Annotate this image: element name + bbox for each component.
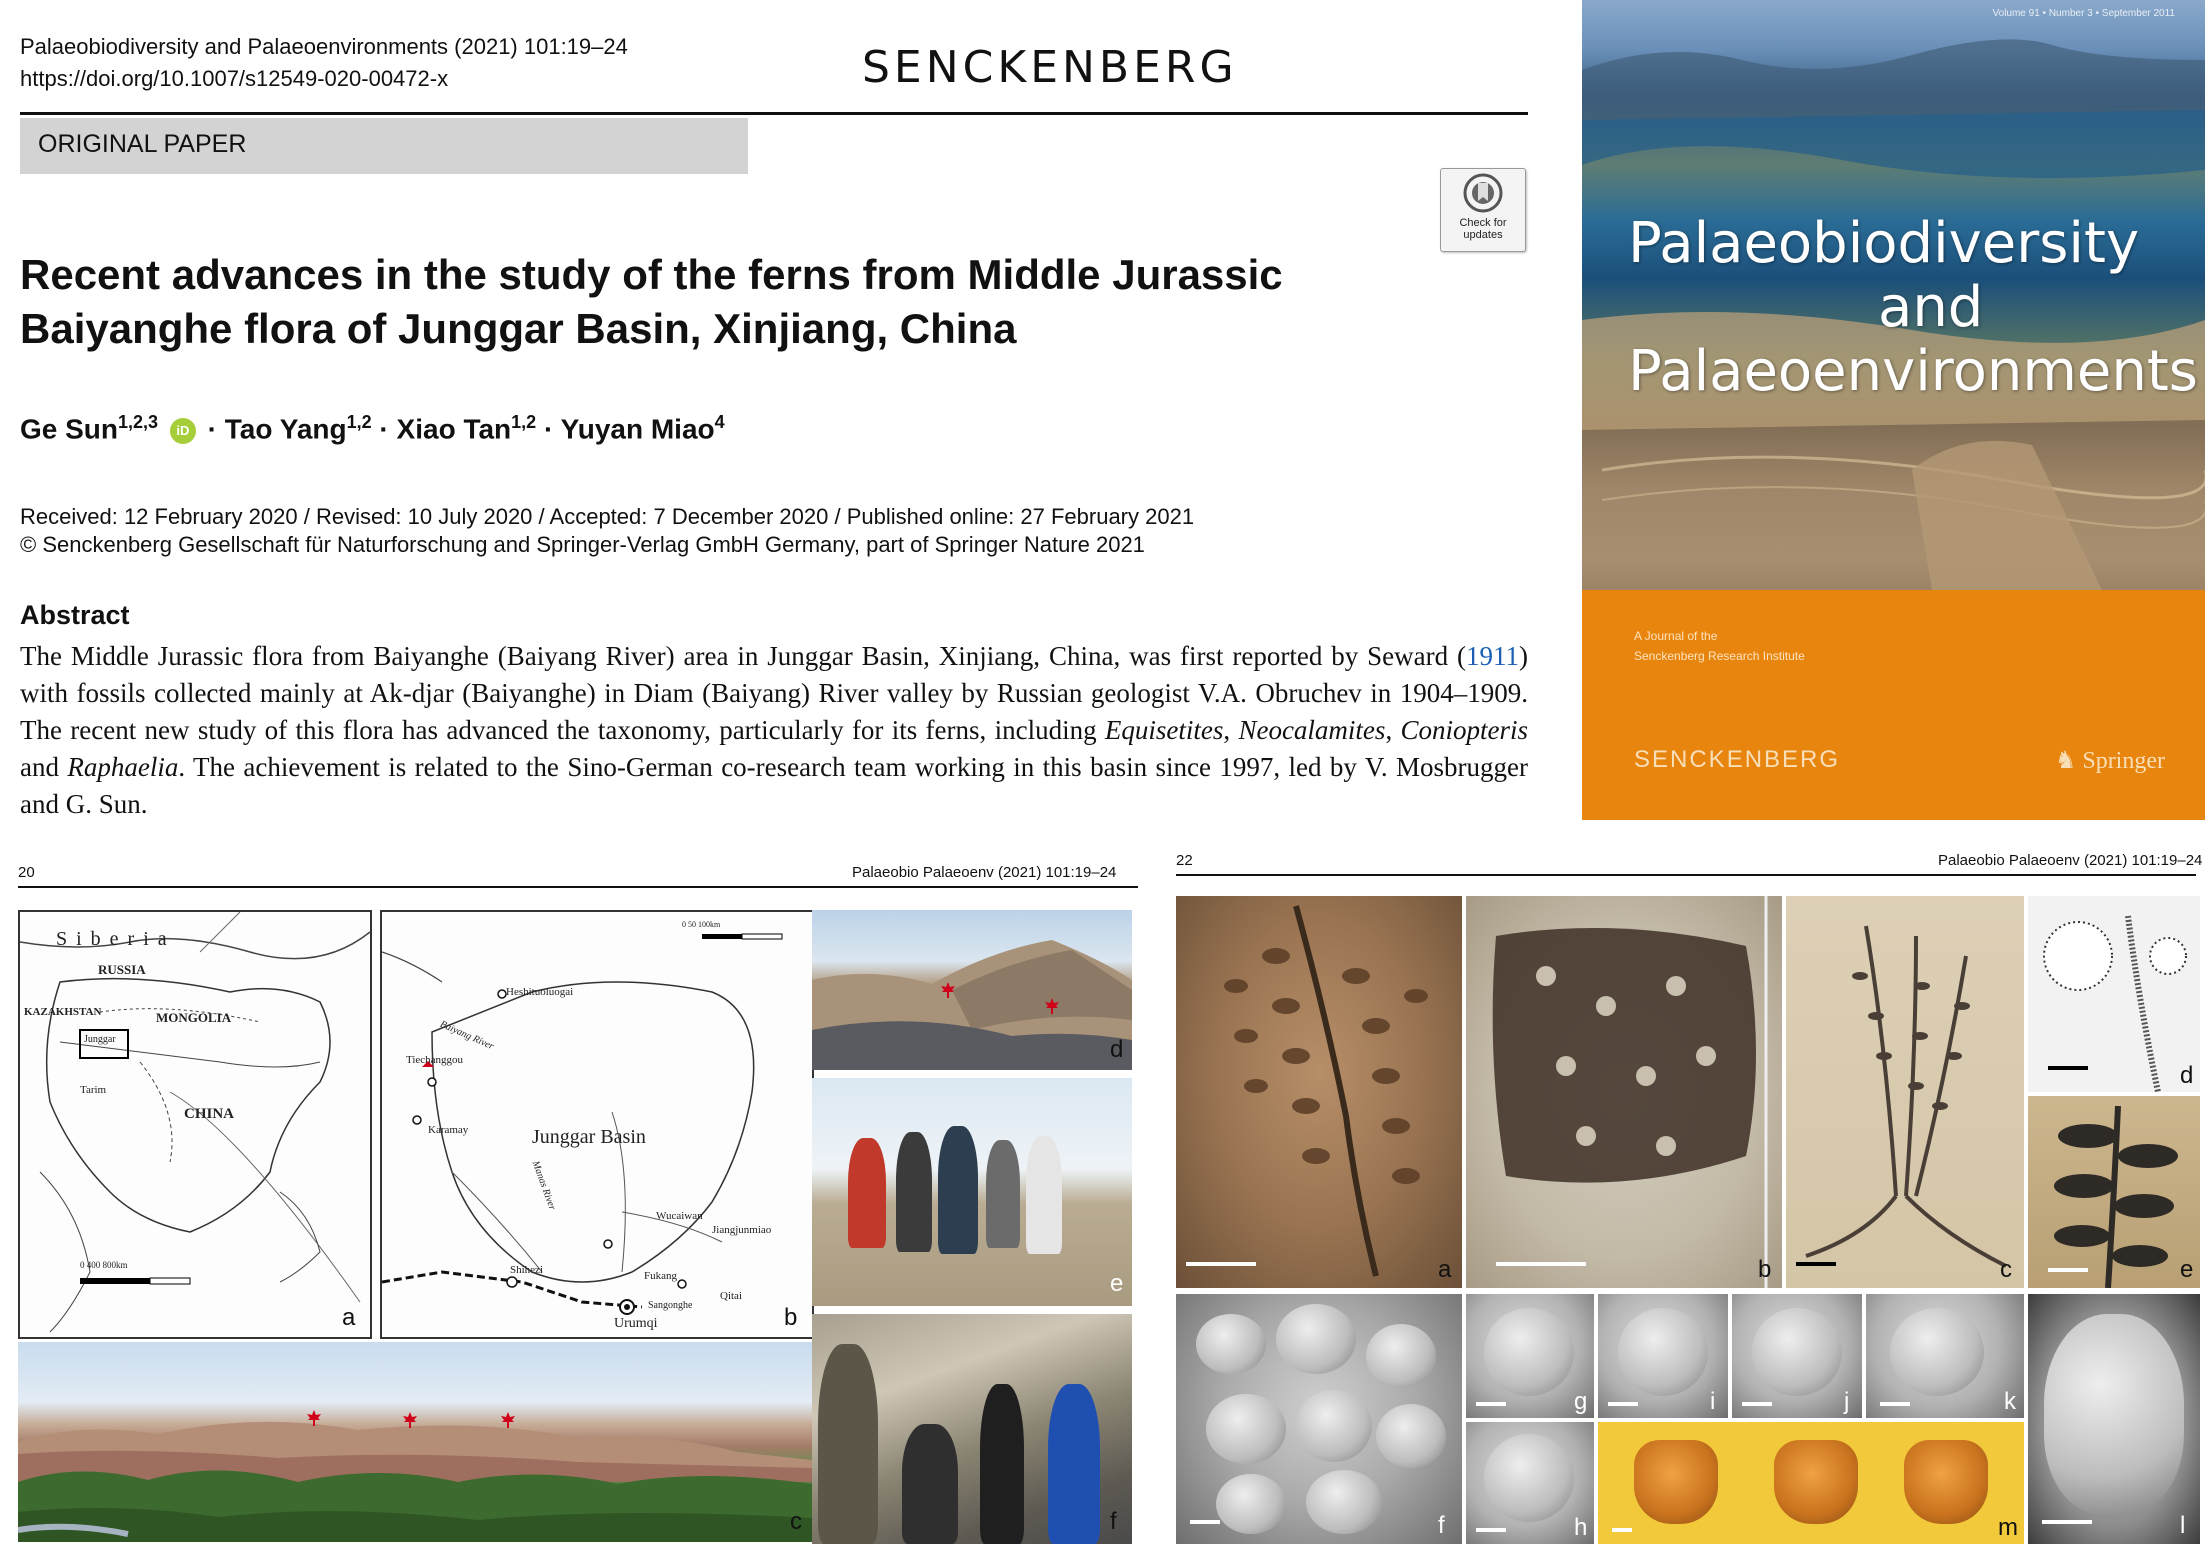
abstract-separator: and (20, 752, 68, 782)
author-affiliation: 1,2,3 (118, 412, 159, 432)
map-label-karamay: Karamay (428, 1124, 469, 1136)
pinnule-fossil (2028, 1096, 2200, 1288)
orcid-icon[interactable]: iD (170, 418, 196, 444)
person-figure (986, 1140, 1020, 1248)
plate-panel-b (1466, 896, 1782, 1288)
scale-bar (2048, 1066, 2088, 1070)
spore-light-micrograph (1774, 1440, 1858, 1524)
panel-label-b: b (784, 1304, 798, 1331)
spore-light-micrograph (1634, 1440, 1718, 1524)
plate-label-k: k (2004, 1388, 2016, 1415)
cover-volume-line: Volume 91 • Number 3 • September 2011 (1992, 8, 2175, 19)
author-list: Ge Sun$^{1,2,3}$ iD · Tao Yang$^{1,2}$ · Xiao Tan$^{1,2}$ · Yuyan Miao$^4$ (20, 412, 725, 445)
plate-label-i: i (1710, 1388, 1716, 1415)
journal-citation: Palaeobiodiversity and Palaeoenvironments (2021) 101:19–24 (20, 34, 628, 59)
scale-bar (1186, 1262, 1256, 1266)
plate-label-c: c (2000, 1256, 2012, 1283)
map-label-mongolia: MONGOLIA (156, 1010, 232, 1025)
cover-title-line: Palaeobiodiversity (1628, 211, 2140, 276)
map-label-qitai: Qitai (720, 1290, 742, 1302)
fern-fossil (1176, 896, 1462, 1288)
cover-orange-band (1582, 590, 2205, 820)
fern-frond-fossil (1786, 896, 2024, 1288)
photo-panel-f (812, 1314, 1132, 1544)
author-affiliation: 4 (714, 412, 725, 432)
abstract-part: ) with fossils collected mainly at Ak-djar (Baiyanghe) in Diam (Baiyang) River valley by Russian geologist V.A. Obruchev in 1904–1909. The recent new study of this flora has advanced the taxonomy, particularly for its ferns, including (20, 641, 1528, 745)
map-label-baiyang-river: Baiyang River (438, 1018, 496, 1053)
scale-bar (1742, 1402, 1772, 1406)
map-label-sangonghe: Sangonghe (648, 1300, 693, 1311)
publication-dates: Received: 12 February 2020 / Revised: 10 July 2020 / Accepted: 7 December 2020 / Published online: 27 February 2021 (20, 504, 1195, 529)
person-figure (848, 1138, 886, 1248)
person-figure (938, 1126, 978, 1254)
springer-logo: ♞ Springer (2054, 748, 2165, 774)
page-rule (1176, 874, 2196, 876)
spore-light-micrograph (1904, 1440, 1988, 1524)
maple-leaf-marker-icon (940, 982, 956, 998)
plate-label-g: g (1574, 1388, 1588, 1415)
sem-texture (1276, 1304, 1356, 1374)
map-label-wucaiwan: Wucaiwan (656, 1210, 703, 1222)
map-panel-a (18, 910, 372, 1339)
sem-texture (1206, 1394, 1286, 1464)
map-scale: 0 50 100km (682, 920, 721, 929)
header-rule (20, 112, 1528, 115)
map-label-junggar: Junggar (84, 1034, 116, 1045)
scale-bar (2048, 1268, 2088, 1272)
page-number: 22 (1176, 852, 1193, 869)
copyright-notice: © Senckenberg Gesellschaft für Naturforschung and Springer-Verlag GmbH Germany, part of Springer Nature 2021 (20, 532, 1145, 557)
spore-sem (1890, 1308, 1984, 1396)
panel-label-d: d (1110, 1036, 1124, 1063)
person-figure (818, 1344, 878, 1544)
plate-label-m: m (1998, 1514, 2018, 1541)
running-head: Palaeobio Palaeoenv (2021) 101:19–24 (852, 864, 1117, 881)
map-panel-b (380, 910, 814, 1339)
plate-label-d: d (2180, 1062, 2194, 1089)
abstract-part: The Middle Jurassic flora from Baiyanghe (Baiyang River) area in Junggar Basin, Xinjiang, China, was first reported by Seward ( (20, 641, 1466, 671)
maple-leaf-marker-icon (1044, 998, 1060, 1014)
page-rule (18, 886, 1138, 888)
photo-panel-c (18, 1342, 812, 1542)
person-figure (1048, 1384, 1100, 1544)
plate-label-e: e (2180, 1256, 2194, 1283)
map-label-shihezi: Shihezi (510, 1264, 543, 1276)
photo-panel-d (812, 910, 1132, 1070)
check-for-updates-badge[interactable] (1440, 168, 1526, 252)
sem-texture (1376, 1404, 1446, 1468)
fern-frond-fossil (1466, 896, 1782, 1288)
photo-panel-e (812, 1078, 1132, 1306)
sem-texture (1296, 1390, 1372, 1462)
scale-bar (1476, 1402, 1506, 1406)
plate-panel-j (1732, 1294, 1862, 1418)
sem-texture (1196, 1314, 1266, 1374)
cliff-photo (812, 910, 1132, 1070)
author-affiliation: 1,2 (346, 412, 372, 432)
map-label-siberia: S i b e r i a (56, 928, 169, 950)
map-label-russia: RUSSIA (98, 962, 146, 977)
maple-leaf-marker-icon (500, 1412, 516, 1428)
plate-label-j: j (1844, 1388, 1850, 1415)
plate-panel-h (1466, 1422, 1594, 1544)
plate-label-a: a (1438, 1256, 1452, 1283)
taxon-name: Equisetites (1104, 715, 1224, 745)
scale-bar (2042, 1520, 2092, 1524)
scale-bar (1476, 1528, 1506, 1532)
person-figure (980, 1384, 1024, 1544)
plate-label-f: f (1438, 1512, 1445, 1539)
plate-panel-k (1866, 1294, 2024, 1418)
plate-label-b: b (1758, 1256, 1772, 1283)
panel-label-a: a (342, 1304, 356, 1331)
panel-label-c: c (790, 1508, 802, 1535)
map-label-tarim: Tarim (80, 1084, 107, 1096)
map-label-heshituoluogai: Heshituoluogai (506, 986, 574, 998)
plate-panel-d (2028, 896, 2200, 1092)
spore-sem (1752, 1308, 1842, 1396)
sem-texture (1306, 1470, 1382, 1534)
map-label-junggar-basin: Junggar Basin (532, 1126, 646, 1148)
map-label-china: CHINA (184, 1106, 235, 1122)
spore-sem (1484, 1308, 1574, 1396)
running-head: Palaeobio Palaeoenv (2021) 101:19–24 (1938, 852, 2203, 869)
senckenberg-logo: SENCKENBERG (862, 42, 1238, 93)
plate-panel-c (1786, 896, 2024, 1288)
cover-subtitle (1634, 626, 1805, 666)
abstract-text (20, 638, 1528, 823)
sporangia-drawing (2028, 896, 2200, 1092)
map-label-kazakhstan: KAZAKHSTAN (24, 1006, 102, 1018)
person-figure (896, 1132, 932, 1252)
cover-title-line: Palaeoenvironments (1628, 339, 2198, 404)
author-name[interactable]: Ge Sun (20, 413, 119, 445)
taxon-name: Raphaelia (67, 752, 179, 782)
abstract-separator: , (1385, 715, 1401, 745)
plate-panel-a (1176, 896, 1462, 1288)
spore-sem (2044, 1314, 2184, 1514)
abstract-heading: Abstract (20, 600, 130, 630)
scale-bar (1880, 1402, 1910, 1406)
spore-sem (1618, 1308, 1708, 1396)
plate-panel-i (1598, 1294, 1728, 1418)
plate-panel-m (1598, 1422, 2024, 1544)
map-label-urumqi: Urumqi (614, 1316, 658, 1331)
doi-link[interactable]: https://doi.org/10.1007/s12549-020-00472-x (20, 66, 449, 91)
cover-title-line: and (1878, 275, 1984, 340)
scale-bar (1608, 1402, 1638, 1406)
plate-panel-g (1466, 1294, 1594, 1418)
plate-label-l: l (2180, 1512, 2186, 1539)
asia-map (20, 912, 370, 1337)
person-figure (902, 1424, 958, 1544)
paper-title: Recent advances in the study of the ferns from Middle Jurassic Baiyanghe flora of Junggar Basin, Xinjiang, China (20, 251, 1283, 352)
cover-subtitle-line: Senckenberg Research Institute (1634, 649, 1805, 663)
taxon-name: Neocalamites (1238, 715, 1386, 745)
bookmark-icon (1459, 171, 1507, 219)
plate-panel-e (2028, 1096, 2200, 1288)
map-scale: 0 400 800km (80, 1260, 128, 1270)
scale-bar (1496, 1262, 1586, 1266)
springer-label: Springer (2082, 748, 2165, 774)
sem-texture (1366, 1324, 1436, 1388)
map-label-tiechanggou: Tiechanggou (406, 1054, 464, 1066)
person-figure (1026, 1136, 1062, 1254)
plate-label-h: h (1574, 1514, 1588, 1541)
cover-subtitle-line: A Journal of the (1634, 629, 1718, 643)
scale-bar (1612, 1528, 1632, 1532)
taxon-name: Coniopteris (1400, 715, 1529, 745)
spore-sem (1484, 1434, 1574, 1522)
sem-texture (1216, 1474, 1286, 1534)
check-updates-label: Check for updates (1459, 217, 1507, 241)
map-label-fukang: Fukang (644, 1270, 677, 1282)
page-number: 20 (18, 864, 35, 881)
cover-publisher: SENCKENBERG (1634, 746, 1841, 773)
plate-panel-l (2028, 1294, 2200, 1544)
abstract-separator: , (1223, 715, 1239, 745)
panel-label-f: f (1110, 1508, 1117, 1535)
journal-cover (1582, 0, 2205, 820)
maple-leaf-marker-icon (402, 1412, 418, 1428)
panel-label-e: e (1110, 1270, 1124, 1297)
scale-bar (1190, 1520, 1220, 1524)
maple-leaf-marker-icon (306, 1410, 322, 1426)
paper-type-banner (20, 118, 748, 174)
author-affiliation: 1,2 (511, 412, 537, 432)
citation-link[interactable]: 1911 (1466, 641, 1519, 671)
map-label-manas-river: Manas River (529, 1159, 558, 1212)
author-name[interactable]: Yuyan Miao (560, 413, 715, 445)
scale-bar (1796, 1262, 1836, 1266)
author-name[interactable]: Tao Yang (224, 413, 347, 445)
paper-type-label: ORIGINAL PAPER (38, 130, 247, 158)
cover-title (1628, 211, 2198, 404)
map-label-jiangjunmiao: Jiangjunmiao (712, 1224, 772, 1236)
abstract-part: . The achievement is related to the Sino-German co-research team working in this basin since 1997, led by V. Mosbrugger and G. Sun. (20, 752, 1528, 819)
author-name[interactable]: Xiao Tan (396, 413, 512, 445)
outcrop-panorama (18, 1342, 812, 1542)
plate-panel-f (1176, 1294, 1462, 1544)
